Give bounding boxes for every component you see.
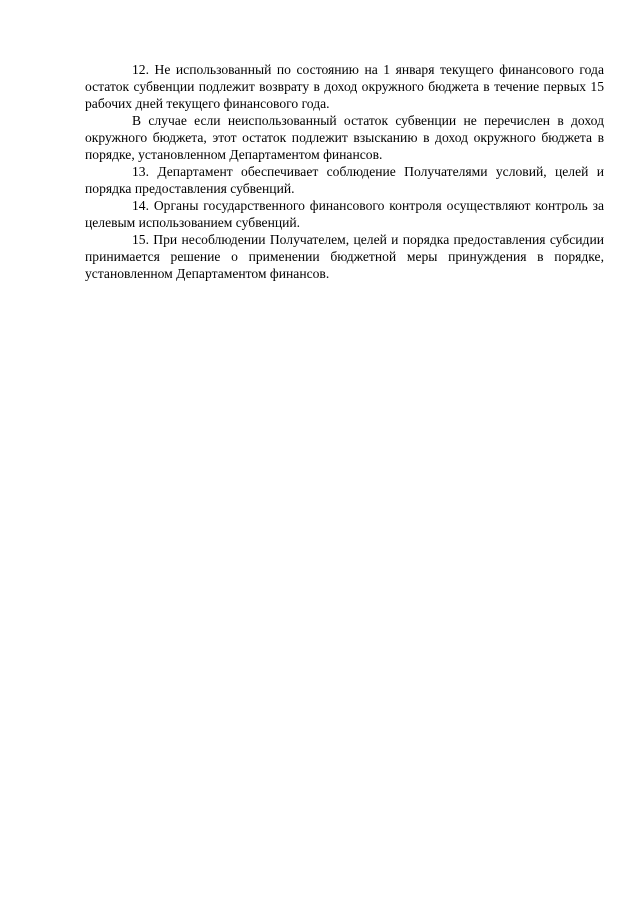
paragraph-12-unpaid-balance: В случае если неиспользованный остаток субвенции не перечислен в доход окружного бюджета, этот остаток подлежит взысканию в доход окружного бюджета в порядке, установленном Департаментом финансов. bbox=[85, 113, 604, 162]
paragraph-13: 13. Департамент обеспечивает соблюдение Получателями условий, целей и порядка предоставления субвенций. bbox=[85, 164, 604, 196]
document-body bbox=[85, 61, 604, 282]
paragraph-14: 14. Органы государственного финансового контроля осуществляют контроль за целевым использованием субвенций. bbox=[85, 198, 604, 230]
paragraph-12: 12. Не использованный по состоянию на 1 января текущего финансового года остаток субвенции подлежит возврату в доход окружного бюджета в течение первых 15 рабочих дней текущего финансового года. bbox=[85, 62, 604, 111]
paragraph-15: 15. При несоблюдении Получателем, целей и порядка предоставления субсидии принимается решение о применении бюджетной меры принуждения в порядке, установленном Департаментом финансов. bbox=[85, 232, 604, 281]
